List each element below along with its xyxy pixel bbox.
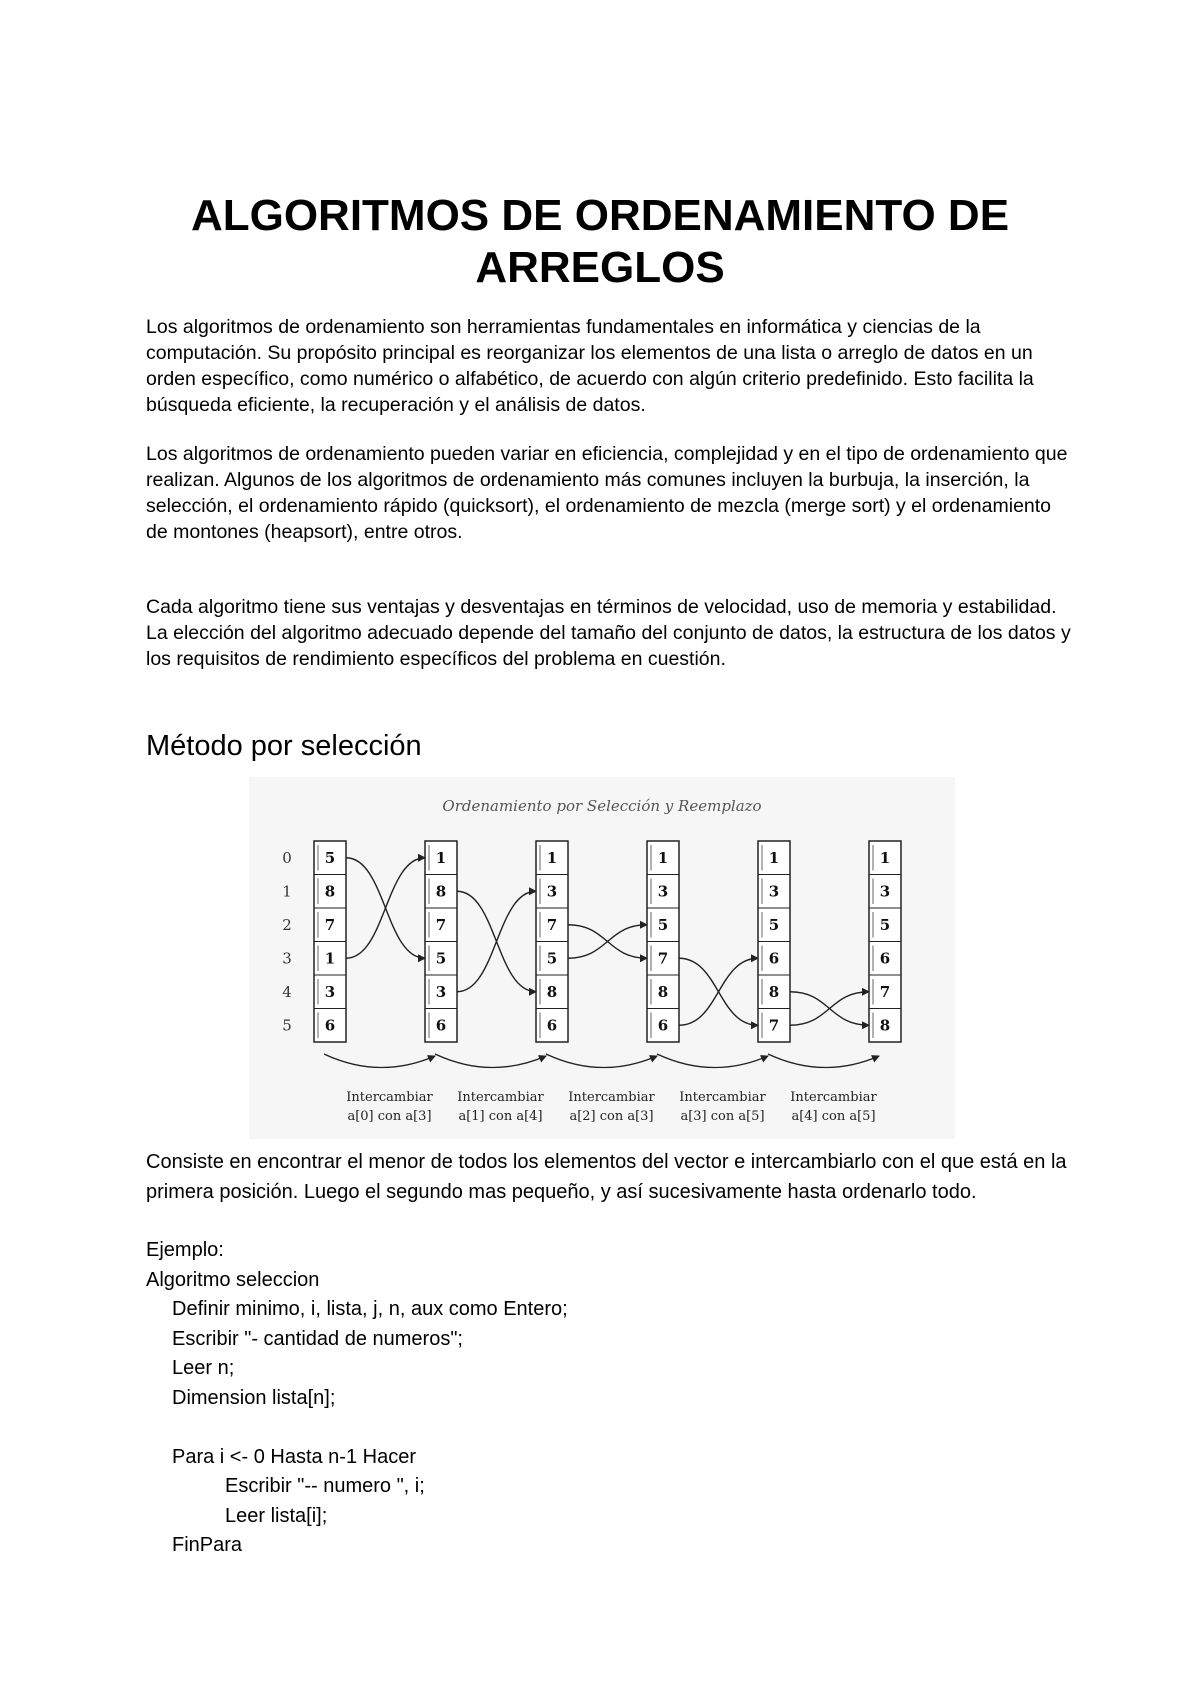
cell-value: 6: [324, 1016, 336, 1035]
step-label-verb: Intercambiar: [457, 1090, 544, 1105]
step-label-verb: Intercambiar: [790, 1090, 877, 1105]
section-heading: Método por selección: [146, 730, 422, 762]
selection-sort-diagram: [249, 777, 955, 1139]
code-line-9: Leer lista[i];: [225, 1505, 328, 1527]
diagram-canvas: [249, 777, 955, 1139]
intro-paragraph-1: Los algoritmos de ordenamiento son herramientas fundamentales en informática y ciencias de la computación. Su propósito principal es reorganizar los elementos de una lista o arreglo de datos en un orden específico, como numérico o alfabético, de acuerdo con algún criterio predefinido. Esto facilita la búsqueda eficiente, la recuperación y el análisis de datos.: [146, 316, 1034, 416]
cell-value: 6: [546, 1016, 558, 1035]
cell-value: 5: [768, 915, 780, 934]
swap-arrow: [346, 858, 425, 959]
step-label-detail: a[2] con a[3]: [569, 1109, 654, 1124]
code-line-7: Para i <- 0 Hasta n-1 Hacer: [172, 1446, 416, 1468]
cell-value: 3: [324, 982, 336, 1001]
swap-arrow: [679, 958, 758, 1025]
row-index-label: 1: [282, 882, 292, 901]
document-title: ALGORITMOS DE ORDENAMIENTO DE ARREGLOS: [190, 191, 1010, 292]
cell-value: 3: [879, 882, 891, 901]
row-index-label: 5: [282, 1016, 292, 1035]
code-line-2: Definir minimo, i, lista, j, n, aux como Entero;: [172, 1298, 568, 1320]
swap-arrow: [568, 925, 647, 959]
row-index-label: 4: [282, 982, 292, 1001]
cell-value: 1: [879, 848, 891, 867]
cell-value: 1: [435, 848, 447, 867]
cell-value: 7: [324, 915, 336, 934]
cell-value: 6: [879, 949, 891, 968]
swap-arrow: [790, 992, 869, 1026]
cell-value: 7: [879, 982, 891, 1001]
step-label-verb: Intercambiar: [679, 1090, 766, 1105]
row-index-label: 0: [282, 848, 292, 867]
step-label-detail: a[3] con a[5]: [680, 1109, 765, 1124]
cell-value: 8: [324, 882, 336, 901]
step-arrow: [435, 1054, 546, 1068]
step-arrow: [768, 1054, 879, 1068]
cell-value: 5: [435, 949, 447, 968]
cell-value: 7: [768, 1016, 780, 1035]
step-label-verb: Intercambiar: [568, 1090, 655, 1105]
code-line-4: Leer n;: [172, 1357, 235, 1379]
cell-value: 8: [546, 982, 558, 1001]
cell-value: 1: [657, 848, 669, 867]
selection-description: Consiste en encontrar el menor de todos los elementos del vector e intercambiarlo con el que está en la primera posición. Luego el segundo mas pequeño, y así sucesivamente hasta ordenarlo todo.: [146, 1151, 1067, 1203]
cell-value: 8: [657, 982, 669, 1001]
cell-value: 5: [879, 915, 891, 934]
cell-value: 7: [435, 915, 447, 934]
cell-value: 1: [546, 848, 558, 867]
cell-value: 3: [435, 982, 447, 1001]
cell-value: 3: [768, 882, 780, 901]
cell-value: 7: [546, 915, 558, 934]
cell-value: 6: [435, 1016, 447, 1035]
cell-value: 8: [768, 982, 780, 1001]
cell-value: 1: [768, 848, 780, 867]
step-label-detail: a[4] con a[5]: [791, 1109, 876, 1124]
cell-value: 7: [657, 949, 669, 968]
cell-value: 8: [879, 1016, 891, 1035]
cell-value: 5: [546, 949, 558, 968]
cell-value: 3: [657, 882, 669, 901]
code-line-5: Dimension lista[n];: [172, 1387, 336, 1409]
cell-value: 6: [768, 949, 780, 968]
step-label-detail: a[1] con a[4]: [458, 1109, 543, 1124]
step-label-detail: a[0] con a[3]: [347, 1109, 432, 1124]
diagram-caption: Ordenamiento por Selección y Reemplazo: [442, 797, 762, 815]
code-line-3: Escribir "- cantidad de numeros";: [172, 1328, 463, 1350]
cell-value: 5: [324, 848, 336, 867]
example-label: Ejemplo:: [146, 1239, 224, 1261]
code-line-8: Escribir "-- numero ", i;: [225, 1475, 425, 1497]
row-index-label: 2: [282, 915, 292, 934]
step-arrow: [546, 1054, 657, 1068]
cell-value: 1: [324, 949, 336, 968]
cell-value: 5: [657, 915, 669, 934]
step-arrow: [324, 1054, 435, 1068]
cell-value: 8: [435, 882, 447, 901]
step-arrow: [657, 1054, 768, 1068]
step-label-verb: Intercambiar: [346, 1090, 433, 1105]
intro-paragraph-2: Los algoritmos de ordenamiento pueden variar en eficiencia, complejidad y en el tipo de ordenamiento que realizan. Algunos de los algoritmos de ordenamiento más comunes incluyen la burbuja, la inserción, la selección, el ordenamiento rápido (quicksort), el ordenamiento de mezcla (merge sort) y el ordenamiento de montones (heapsort), entre otros.: [146, 443, 1068, 543]
row-index-label: 3: [282, 949, 292, 968]
swap-arrow: [457, 891, 536, 992]
code-line-10: FinPara: [172, 1534, 243, 1556]
cell-value: 6: [657, 1016, 669, 1035]
cell-value: 3: [546, 882, 558, 901]
code-line-1: Algoritmo seleccion: [146, 1269, 320, 1291]
intro-paragraph-3: Cada algoritmo tiene sus ventajas y desventajas en términos de velocidad, uso de memoria y estabilidad. La elección del algoritmo adecuado depende del tamaño del conjunto de datos, la estructura de los datos y los requisitos de rendimiento específicos del problema en cuestión.: [146, 596, 1071, 670]
